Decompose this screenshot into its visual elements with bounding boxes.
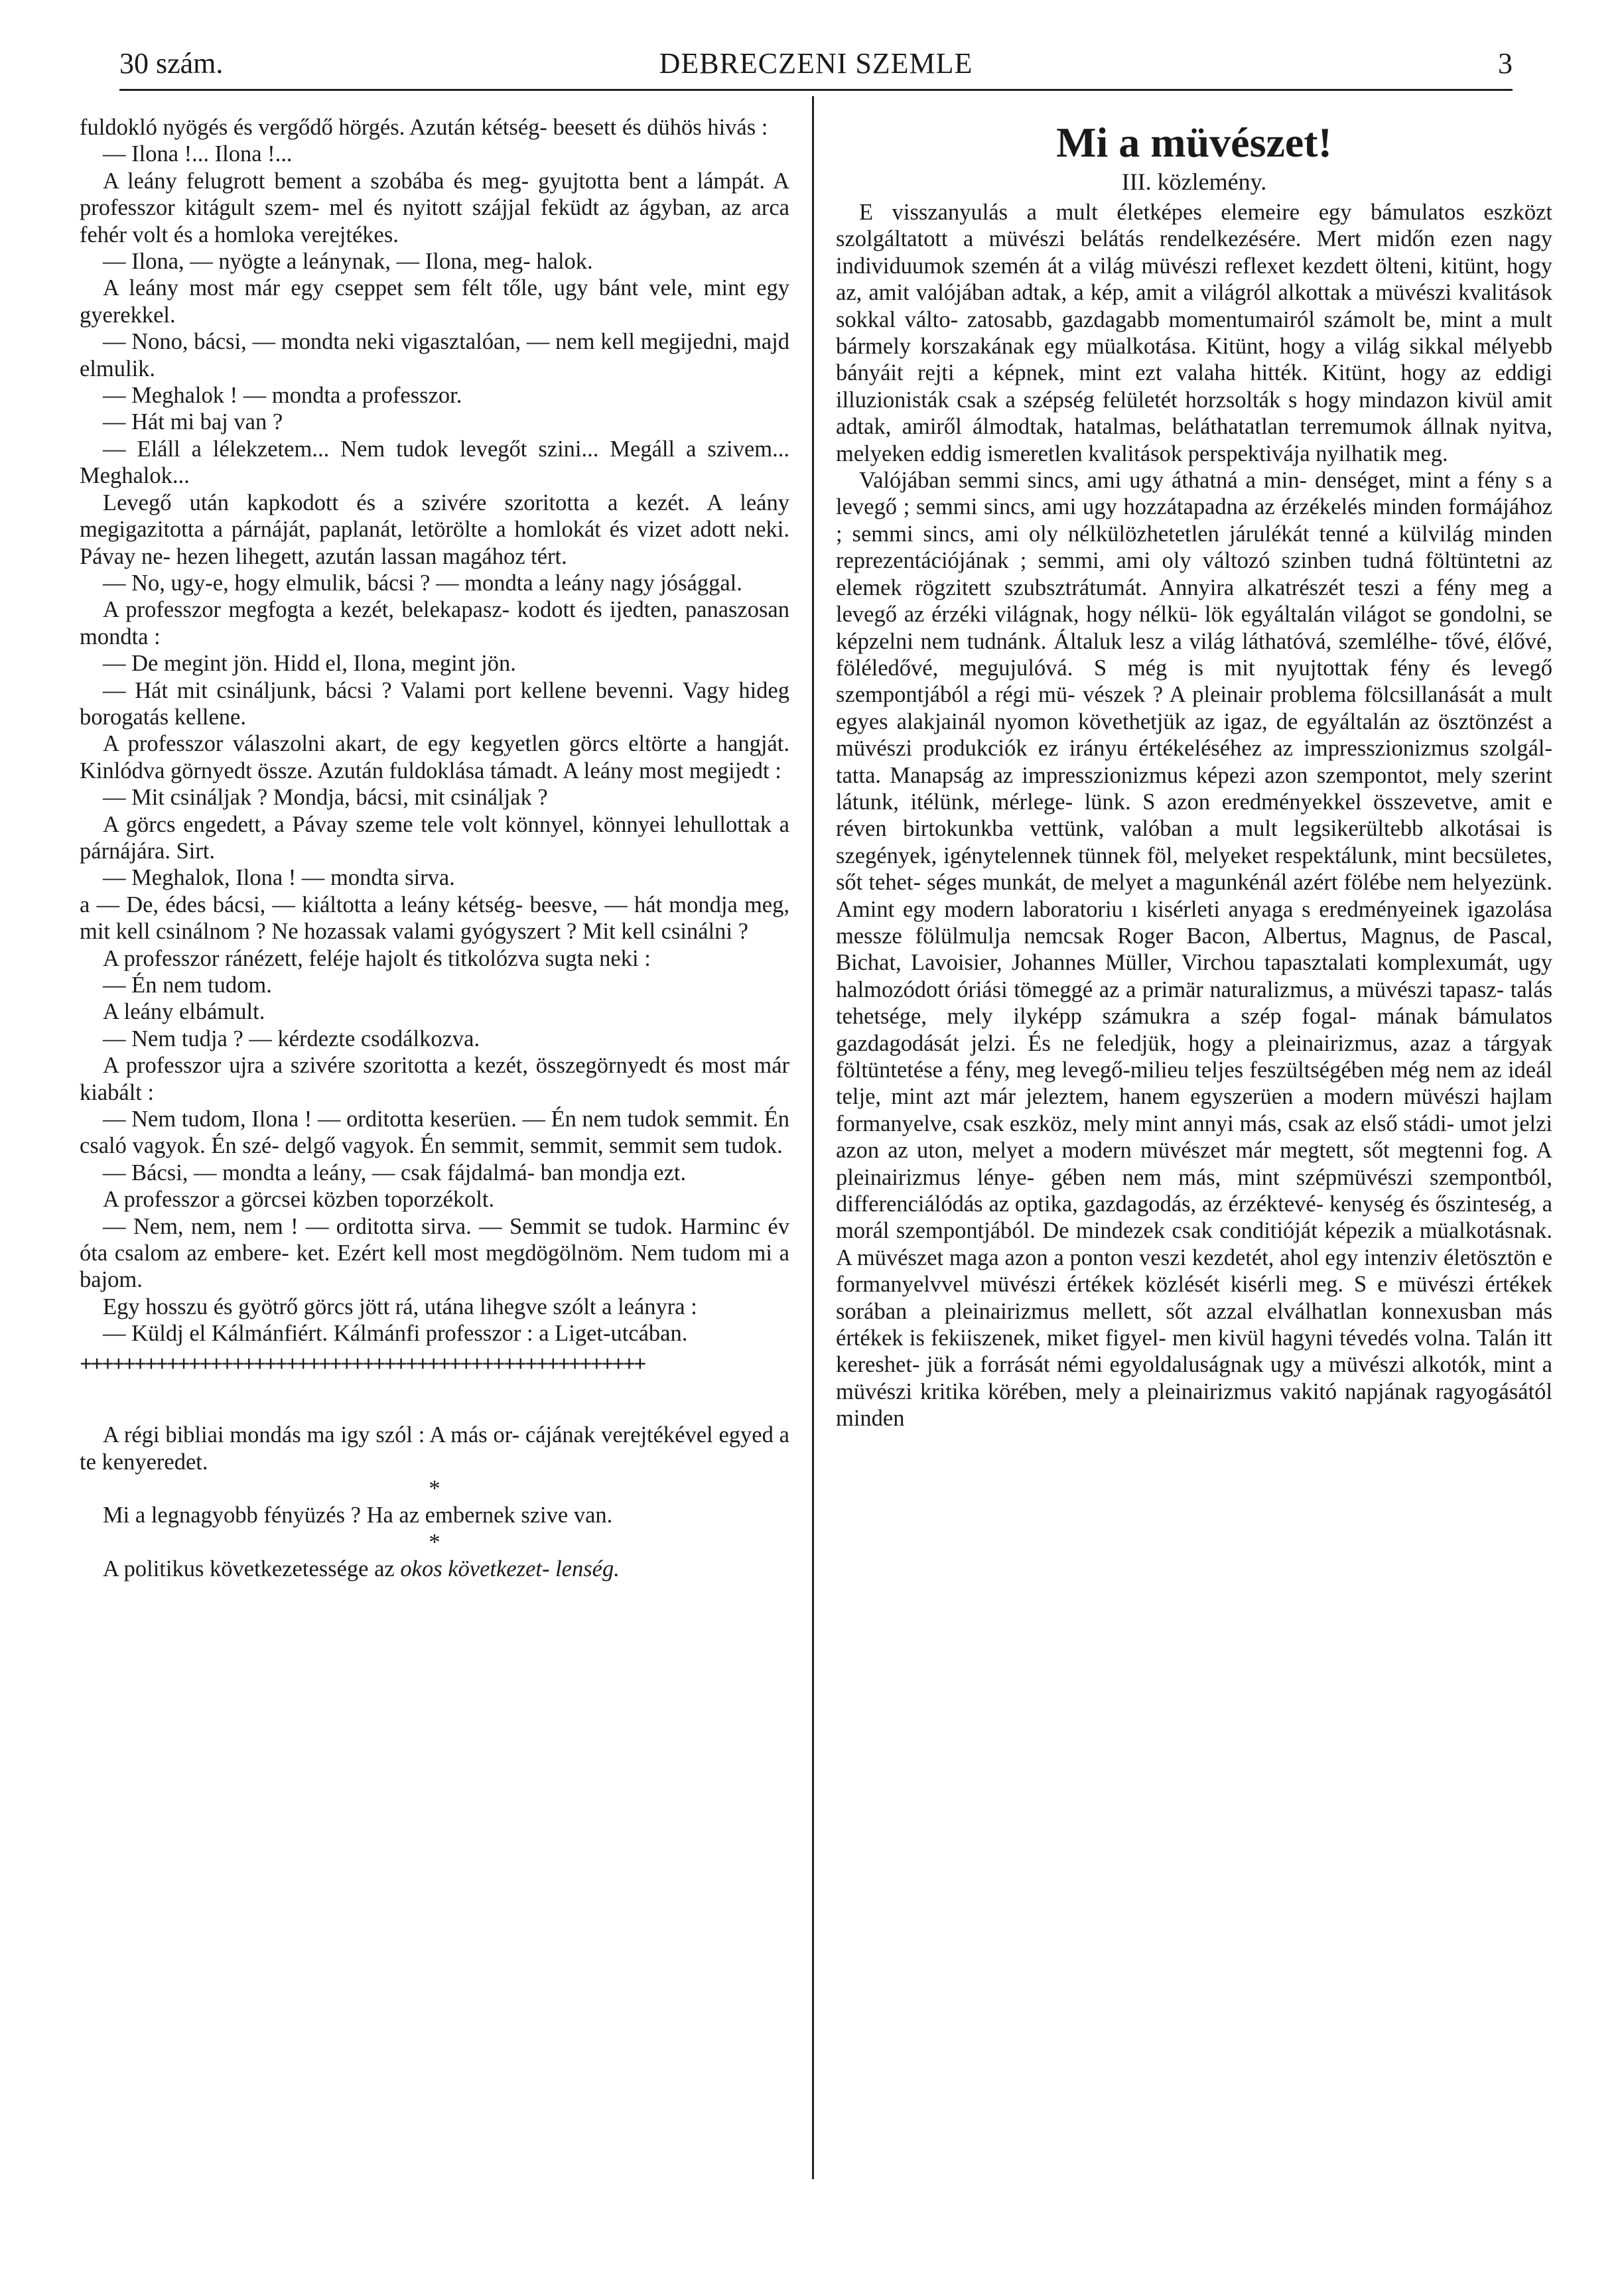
story-paragraph: A professzor ujra a szivére szoritotta a kezét, összegörnyedt és most már kiabált : (80, 1053, 789, 1105)
story-paragraph: A professzor ránézett, feléje hajolt és titkolózva sugta neki : (103, 945, 651, 971)
story-paragraph: fuldokló nyögés és vergődő hörgés. Azután kétség- beesett és dühös hivás : (80, 115, 768, 140)
story-paragraph: — Bácsi, — mondta a leány, — csak fájdalmá- ban mondja ezt. (103, 1160, 687, 1185)
story-paragraph: — Hát mi baj van ? (103, 409, 283, 435)
story-paragraph: — Meghalok, Ilona ! — mondta sirva. (103, 865, 455, 891)
right-column (836, 114, 1552, 2237)
story-paragraph: — De megint jön. Hidd el, Ilona, megint jön. (103, 651, 516, 677)
aphorism-bible: A régi bibliai mondás ma igy szól : A más or- cájának verejtékével egyed a te kenyeredet. (80, 1422, 789, 1475)
story-paragraph: A professzor megfogta a kezét, belekapasz- kodott és ijedten, panaszosan mondta : (80, 597, 789, 649)
story-paragraph: — Küldj el Kálmánfiért. Kálmánfi professzor : a Liget-utcában. (103, 1321, 688, 1347)
story-paragraph: — Nono, bácsi, — mondta neki vigasztalóan, — nem kell megijedni, majd elmulik. (80, 329, 789, 381)
story-paragraph: — Nem tudja ? — kérdezte csodálkozva. (103, 1026, 480, 1051)
journal-title: DEBRECZENI SZEMLE (659, 47, 973, 80)
story-paragraph: — Nem, nem, nem ! — orditotta sirva. — Semmit se tudok. Harminc év óta csalom az embere- ket. Ezért kell most megdögölnöm. Nem tudom mi a bajom. (80, 1213, 789, 1293)
story-paragraph: Levegő után kapkodott és a szivére szoritotta a kezét. A leány megigazitotta a párnáját, paplanát, letörölte a homlokát és vizet adott neki. Pávay ne- hezen lihegett, azután lassan magához tért. (80, 490, 789, 569)
story-paragraph: — Mit csináljak ? Mondja, bácsi, mit csináljak ? (103, 785, 548, 811)
issue-number: 30 szám. (119, 47, 224, 80)
story-paragraph: Egy hosszu és gyötrő görcs jött rá, utána lihegve szólt a leányra : (103, 1294, 697, 1319)
article-paragraph: Valójában semmi sincs, ami ugy áthatná a min- denséget, mint a fény s a levegő ; semmi sincs, ami ugy hozzátapadna az érzékelés minden formájához ; semmi sincs, ami oly nélkülözhetetlen járulékát tenné a külvilág minden reprezentációjának ; semmi, ami oly változó szinben tudná föltüntetni az elemek rögzitett szubsztrátumát. Annyira alkatrészét teszi a fény meg a levegő az érzéki világnak, hogy nélkü- lök egyáltalán világot se gondolni, se képzelni nem tudnánk. Általuk lesz a világ láthatóvá, szemlélhe- tővé, élővé, föléledővé, megujulóvá. S még is mit nyujtottak fény és levegő szempontjából a régi mü- vészek ? A pleinair problema fölcsillanását a mult egyes alakjainál nyomon követhetjük az igaz, de egyáltalán az ösztönzést a müvészi produkciók ez irányu értékeléséhez az impresszionizmus szolgál- tatta. Manapság az impresszionizmus képezi azon szempontot, mely szerint látunk, itélünk, mérlege- lünk. S azon eredményekkel összevetve, amit e réven birtokunkba vettünk, valóban a mult legsikerültebb alkotásai is szegények, igénytelennek tünnek föl, melyeket respektálunk, mint becsületes, sőt tehet- séges munkát, de melyet a magunkénál azért fölébe nem helyezünk. Amint egy modern laboratoriu ı kisérleti anyaga s eredményeinek igazolása messze fölülmulja nemcsak Roger Bacon, Albertus, Magnus, de Pascal, Bichat, Lavoisier, Johannes Müller, Virchou tapasztalati komplexumát, ugy halmozódott óriási tömeggé az a primär naturalizmus, a müvészi tapasz- talás tehetsége, mely ilyképp számukra a szép fogal- mának bámulatos gazdagodását jelzi. És ne feledjük, hogy a pleinairizmus, azaz a tárgyak föltüntetése a fény, meg levegő-milieu teljes feszültségében még nem az ideál telje, mint azt már jeleztem, hanem egyszerüen a modern müvészi hajlam formanyelve, csak eszköz, mely mint annyi más, csak az első stádi- umot jelzi azon az uton, melyet a modern müvészet már megtett, sőt megtenni fog. A pleinairizmus lénye- gében nem más, mint szépmüvészi szempontból, differenciálódás az optika, gazdagodás, az érzéktevé- kenység és őszinteség, a morál szempontjából. De mindezek csak conditióját képezik a müalkotásnak. A müvészet maga azon a ponton veszi kezdetét, ahol egy intenziv életösztön e formanyelvvel müvészi értékek közlését kisérli meg. S e müvészi értékek sorában a pleinairizmus mellett, sőt azzal elválhatlan konnexusban más értékek is fekiiszenek, miket figyel- men kivül hagyni tévedés volna. Talán itt kereshet- jük a forrását némi egyoldaluságnak ugy a müvészi alkotók, mint a müvészi kritika körében, mely a pleinairizmus vakitó napjának ragyogásától minden (836, 468, 1552, 1432)
story-paragraph: — Én nem tudom. (103, 973, 272, 998)
header-rule (119, 89, 1513, 91)
story-paragraph: — Hát mit csináljunk, bácsi ? Valami port kellene bevenni. Vagy hideg borogatás kellene. (80, 677, 789, 730)
running-header (119, 46, 1513, 93)
aphorism-luxury: Mi a legnagyobb fényüzés ? Ha az embernek szive van. (103, 1503, 613, 1528)
section-separator: ++++++++++++++++++++++++++++++++++++++++++++++++++++ (80, 1351, 645, 1377)
article-subtitle: III. közlemény. (1121, 168, 1267, 195)
story-paragraph: A leány felugrott bement a szobába és meg- gyujtotta bent a lámpát. A professzor kitágult szem- mel és nyitott szájjal feküdt az ágyban, az arca fehér volt és a homloka verejtékes. (80, 168, 789, 247)
article-text (836, 199, 1552, 1432)
story-paragraph: A leány most már egy cseppet sem félt tőle, ugy bánt vele, mint egy gyerekkel. (80, 275, 789, 328)
story-paragraph: — Meghalok ! — mondta a professzor. (103, 383, 462, 409)
star-divider: * (429, 1529, 440, 1555)
article-paragraph: E visszanyulás a mult életképes elemeire egy bámulatos eszközt szolgáltatott a müvészi belátás rendelkezésére. Mert midőn ezen nagy individuumok szemén át a világ müvészi reflexet kezdett ölteni, kitünt, hogy az, amit valójában adtak, a kép, amit a világról alkottak a müvészi kvalitások sokkal válto- zatosabb, gazdagabb momentumairól számolt be, mint a mult bármely korszakának egy müalkotása. Kitünt, hogy a világ sikkal mélyebb bányáit rejti a képnek, mint ezt valaha hitték. Kitünt, hogy az eddigi illuzionisták csak a szépség felületét horzsolták s hogy mindazon kivül amit adtak, amiről álmodtak, hatalmas, beláthatatlan terremumok állnak nyitva, melyeken eddig ismeretlen kvalitások perspektivája nyilhatik meg. (836, 200, 1552, 466)
left-column (80, 114, 789, 2237)
aphorism-politician: A politikus következetessége az okos következet- lenség. (103, 1556, 620, 1582)
story-paragraph: A görcs engedett, a Pávay szeme tele volt könnyel, könnyei lehullottak a párnájára. Sirt. (80, 811, 789, 864)
article-title: Mi a müvészet! (1056, 119, 1332, 166)
story-paragraph: a — De, édes bácsi, — kiáltotta a leány kétség- beesve, — hát mondja meg, mit kell csinálnom ? Ne hozassak valami gyógyszert ? Mit kell csinálni ? (80, 892, 789, 945)
story-paragraph: A leány elbámult. (103, 999, 265, 1025)
story-paragraph: A professzor válaszolni akart, de egy kegyetlen görcs eltörte a hangját. Kinlódva görnyedt össze. Azután fuldoklása támadt. A leány most megijedt : (80, 731, 789, 783)
story-paragraph: — Eláll a lélekzetem... Nem tudok levegőt szini... Megáll a szivem... Meghalok... (80, 436, 789, 489)
story-paragraph: A professzor a görcsei közben toporzékolt. (103, 1187, 495, 1213)
column-divider (812, 96, 814, 2179)
story-paragraph: — Nem tudom, Ilona ! — orditotta keserüen. — Én nem tudok semmit. Én csaló vagyok. Én szé- delgő vagyok. Én semmit, semmit, semmit sem tudok. (80, 1107, 789, 1159)
page-number: 3 (1498, 47, 1513, 80)
story-paragraph: — No, ugy-e, hogy elmulik, bácsi ? — mondta a leány nagy jósággal. (103, 570, 742, 596)
story-paragraph: — Ilona !... Ilona !... (103, 141, 293, 167)
star-divider: * (429, 1475, 440, 1501)
story-paragraph: — Ilona, — nyögte a leánynak, — Ilona, meg- halok. (103, 249, 593, 275)
story-text (80, 114, 789, 1347)
